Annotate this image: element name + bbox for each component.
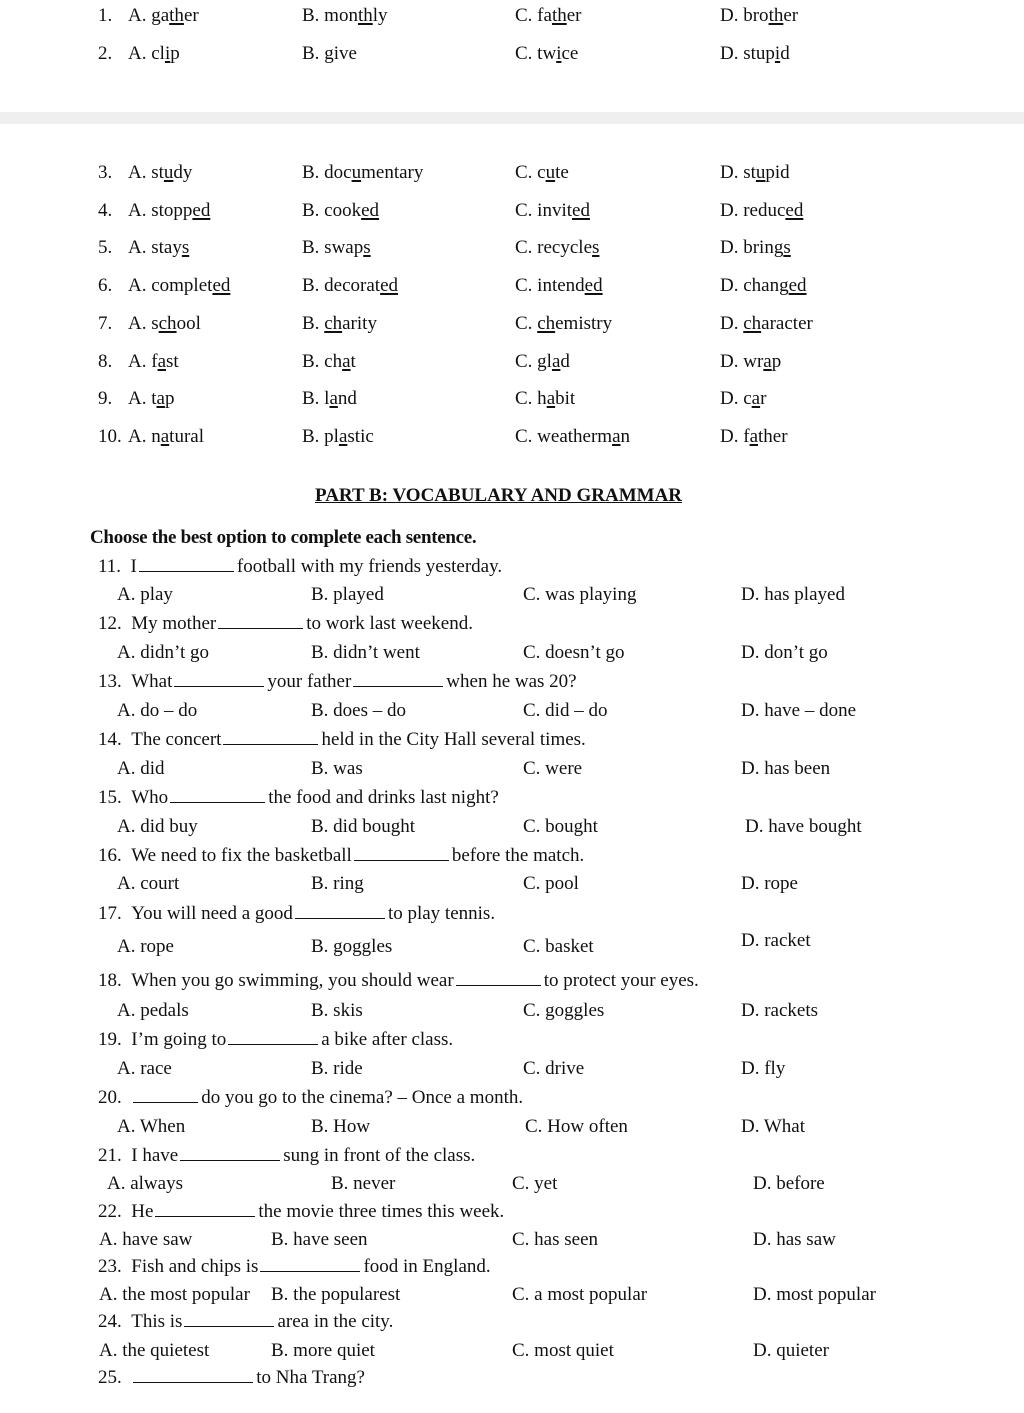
q-number: 5. (98, 237, 113, 259)
answer-option[interactable]: C. basket (523, 936, 594, 957)
answer-option[interactable]: C. has seen (512, 1229, 599, 1250)
answer-option[interactable]: D. before (753, 1173, 825, 1194)
option[interactable]: B. monthly (302, 5, 388, 26)
question-stem: 13. What your father when he was 20? (98, 671, 577, 692)
question-stem: 14. The concert held in the City Hall several times. (98, 729, 586, 750)
answer-option[interactable]: C. yet (512, 1173, 558, 1194)
answer-blank[interactable] (155, 1202, 255, 1217)
option[interactable]: C. intended (515, 275, 603, 297)
answer-blank[interactable] (170, 788, 265, 803)
question-stem: 25. to Nha Trang? (98, 1367, 365, 1388)
q-number: 2. (98, 43, 113, 64)
answer-option[interactable]: C. did – do (523, 700, 608, 721)
answer-blank[interactable] (223, 730, 318, 745)
q-number: 6. (98, 275, 113, 297)
option[interactable]: B. chat (302, 350, 356, 372)
answer-blank[interactable] (133, 1368, 253, 1383)
answer-option[interactable]: A. rope (117, 936, 174, 957)
q-number: 12. (98, 613, 132, 634)
answer-option[interactable]: A. always (107, 1173, 183, 1194)
answer-option[interactable]: A. the quietest (99, 1340, 210, 1361)
q-number: 14. (98, 729, 132, 750)
page-break (0, 112, 1024, 124)
q-number: 19. (98, 1029, 132, 1050)
option[interactable]: B. give (302, 43, 357, 64)
answer-option[interactable]: D. most popular (753, 1284, 876, 1305)
answer-option[interactable]: B. skis (311, 1000, 363, 1021)
option[interactable]: B. decorated (302, 275, 399, 297)
option[interactable]: B. plastic (302, 425, 374, 447)
question-stem: 19. I’m going to a bike after class. (98, 1029, 454, 1050)
answer-option[interactable]: C. most quiet (512, 1340, 614, 1361)
option[interactable]: C. father (515, 5, 582, 26)
answer-option[interactable]: D. have bought (745, 816, 862, 837)
q-number: 10. (98, 425, 122, 447)
section-title: PART B: VOCABULARY AND GRAMMAR (315, 485, 683, 506)
instruction: Choose the best option to complete each sentence. (90, 527, 477, 548)
answer-option[interactable]: C. a most popular (512, 1284, 648, 1305)
q-number: 25. (98, 1367, 132, 1388)
q-number: 8. (98, 350, 113, 372)
q-number: 7. (98, 312, 113, 334)
option[interactable]: B. charity (302, 312, 377, 334)
option[interactable]: D. car (720, 388, 767, 410)
option[interactable]: D. reduced (720, 199, 804, 221)
answer-blank[interactable] (184, 1312, 274, 1327)
question-stem: 18. When you go swimming, you should wear to protect your eyes. (98, 970, 699, 991)
q-number: 21. (98, 1145, 132, 1166)
answer-option[interactable]: D. have – done (741, 700, 857, 721)
option[interactable]: C. twice (515, 43, 579, 64)
answer-option[interactable]: B. never (331, 1173, 396, 1194)
answer-option[interactable]: C. bought (523, 816, 598, 837)
option[interactable]: C. recycles (515, 237, 600, 259)
option[interactable]: D. brings (720, 237, 791, 259)
answer-blank[interactable] (133, 1088, 198, 1103)
q-number: 16. (98, 845, 132, 866)
answer-blank[interactable] (218, 614, 303, 629)
q-number: 1. (98, 5, 113, 26)
answer-option[interactable]: B. didn’t went (311, 642, 420, 663)
answer-blank[interactable] (139, 557, 234, 572)
option[interactable]: A. stays (128, 237, 190, 259)
answer-option[interactable]: A. did (117, 758, 165, 779)
option[interactable]: D. stupid (720, 162, 790, 183)
answer-option[interactable]: A. play (117, 584, 173, 605)
answer-option[interactable]: A. do – do (117, 700, 198, 721)
option[interactable]: C. weatherman (515, 425, 631, 447)
answer-option[interactable]: C. doesn’t go (523, 642, 625, 663)
answer-blank[interactable] (260, 1257, 360, 1272)
option[interactable]: C. cute (515, 162, 569, 183)
option[interactable]: D. brother (720, 5, 799, 26)
answer-option[interactable]: C. goggles (523, 1000, 605, 1021)
option[interactable]: A. school (128, 312, 201, 334)
answer-option[interactable]: B. more quiet (271, 1340, 375, 1361)
answer-option[interactable]: C. drive (523, 1058, 585, 1079)
q-number: 20. (98, 1087, 132, 1108)
option[interactable]: C. invited (515, 199, 590, 221)
answer-option[interactable]: B. played (311, 584, 384, 605)
option[interactable]: D. character (720, 312, 813, 334)
answer-option[interactable]: B. ride (311, 1058, 363, 1079)
answer-option[interactable]: B. was (311, 758, 363, 779)
q-number: 15. (98, 787, 132, 808)
answer-option[interactable]: B. have seen (271, 1229, 368, 1250)
q-number: 23. (98, 1256, 132, 1277)
option[interactable]: D. wrap (720, 350, 782, 372)
answer-option[interactable]: A. race (117, 1058, 172, 1079)
answer-option[interactable]: D. rackets (741, 1000, 819, 1021)
answer-option[interactable]: A. When (117, 1116, 186, 1137)
answer-blank[interactable] (456, 971, 541, 986)
answer-option[interactable]: D. rope (741, 873, 798, 894)
option[interactable]: A. clip (128, 43, 180, 64)
question-stem: 16. We need to fix the basketball before the match. (98, 845, 585, 866)
option[interactable]: A. study (128, 162, 193, 183)
answer-option[interactable]: D. has been (741, 758, 831, 779)
question-stem: 11. I football with my friends yesterday. (98, 556, 503, 577)
answer-blank[interactable] (295, 904, 385, 919)
answer-option[interactable]: A. court (117, 873, 180, 894)
answer-option[interactable]: A. pedals (117, 1000, 189, 1021)
q-number: 9. (98, 388, 113, 410)
q-number: 24. (98, 1311, 132, 1332)
question-stem: 20. do you go to the cinema? – Once a month. (98, 1087, 524, 1108)
option[interactable]: D. changed (720, 275, 807, 297)
option[interactable]: B. swaps (302, 237, 371, 259)
question-stem: 12. My mother to work last weekend. (98, 613, 473, 634)
option[interactable]: A. completed (128, 275, 231, 297)
q-number: 17. (98, 903, 132, 924)
q-number: 11. (98, 556, 131, 577)
question-stem: 22. He the movie three times this week. (98, 1201, 505, 1222)
answer-option[interactable]: D. has saw (753, 1229, 836, 1250)
answer-blank[interactable] (180, 1146, 280, 1161)
question-stem: 23. Fish and chips is food in England. (98, 1256, 491, 1277)
option[interactable]: C. habit (515, 388, 576, 410)
option[interactable]: C. chemistry (515, 312, 613, 334)
question-stem: 21. I have sung in front of the class. (98, 1145, 476, 1166)
answer-option[interactable]: C. were (523, 758, 583, 779)
answer-option[interactable]: B. does – do (311, 700, 406, 721)
answer-option[interactable]: B. did bought (311, 816, 415, 837)
answer-blank[interactable] (354, 846, 449, 861)
answer-option[interactable]: A. the most popular (99, 1284, 250, 1305)
answer-option[interactable]: C. How often (525, 1116, 628, 1137)
option[interactable]: C. glad (515, 350, 570, 372)
answer-option[interactable]: C. was playing (523, 584, 637, 605)
answer-option[interactable]: B. How (311, 1116, 371, 1137)
answer-option[interactable]: B. goggles (311, 936, 393, 957)
option[interactable]: A. stopped (128, 199, 211, 221)
question-stem: 24. This is area in the city. (98, 1311, 394, 1332)
answer-option[interactable]: A. did buy (117, 816, 198, 837)
q-number: 22. (98, 1201, 132, 1222)
q-number: 3. (98, 162, 113, 183)
answer-option[interactable]: D. quieter (753, 1340, 829, 1361)
answer-option[interactable]: D. don’t go (741, 642, 828, 663)
option[interactable]: B. cooked (302, 199, 380, 221)
answer-option[interactable]: D. has played (741, 584, 845, 605)
question-stem: 17. You will need a good to play tennis. (98, 903, 496, 924)
option[interactable]: A. fast (128, 350, 179, 372)
answer-option[interactable]: D. racket (741, 930, 811, 951)
option[interactable]: D. father (720, 425, 788, 447)
answer-option[interactable]: C. pool (523, 873, 579, 894)
answer-option[interactable]: B. the popularest (271, 1284, 401, 1305)
answer-option[interactable]: D. fly (741, 1058, 786, 1079)
answer-blank[interactable] (228, 1030, 318, 1045)
question-stem: 15. Who the food and drinks last night? (98, 787, 499, 808)
option[interactable]: A. gather (128, 5, 199, 26)
option[interactable]: A. tap (128, 388, 175, 410)
q-number: 13. (98, 671, 132, 692)
option[interactable]: A. natural (128, 425, 204, 447)
answer-option[interactable]: D. What (741, 1116, 806, 1137)
q-number: 4. (98, 199, 113, 221)
answer-blank[interactable] (353, 672, 443, 687)
option[interactable]: D. stupid (720, 43, 790, 64)
option[interactable]: B. documentary (302, 162, 424, 183)
answer-blank[interactable] (174, 672, 264, 687)
answer-option[interactable]: A. didn’t go (117, 642, 210, 663)
answer-option[interactable]: A. have saw (99, 1229, 193, 1250)
q-number: 18. (98, 970, 132, 991)
answer-option[interactable]: B. ring (311, 873, 364, 894)
option[interactable]: B. land (302, 388, 357, 410)
